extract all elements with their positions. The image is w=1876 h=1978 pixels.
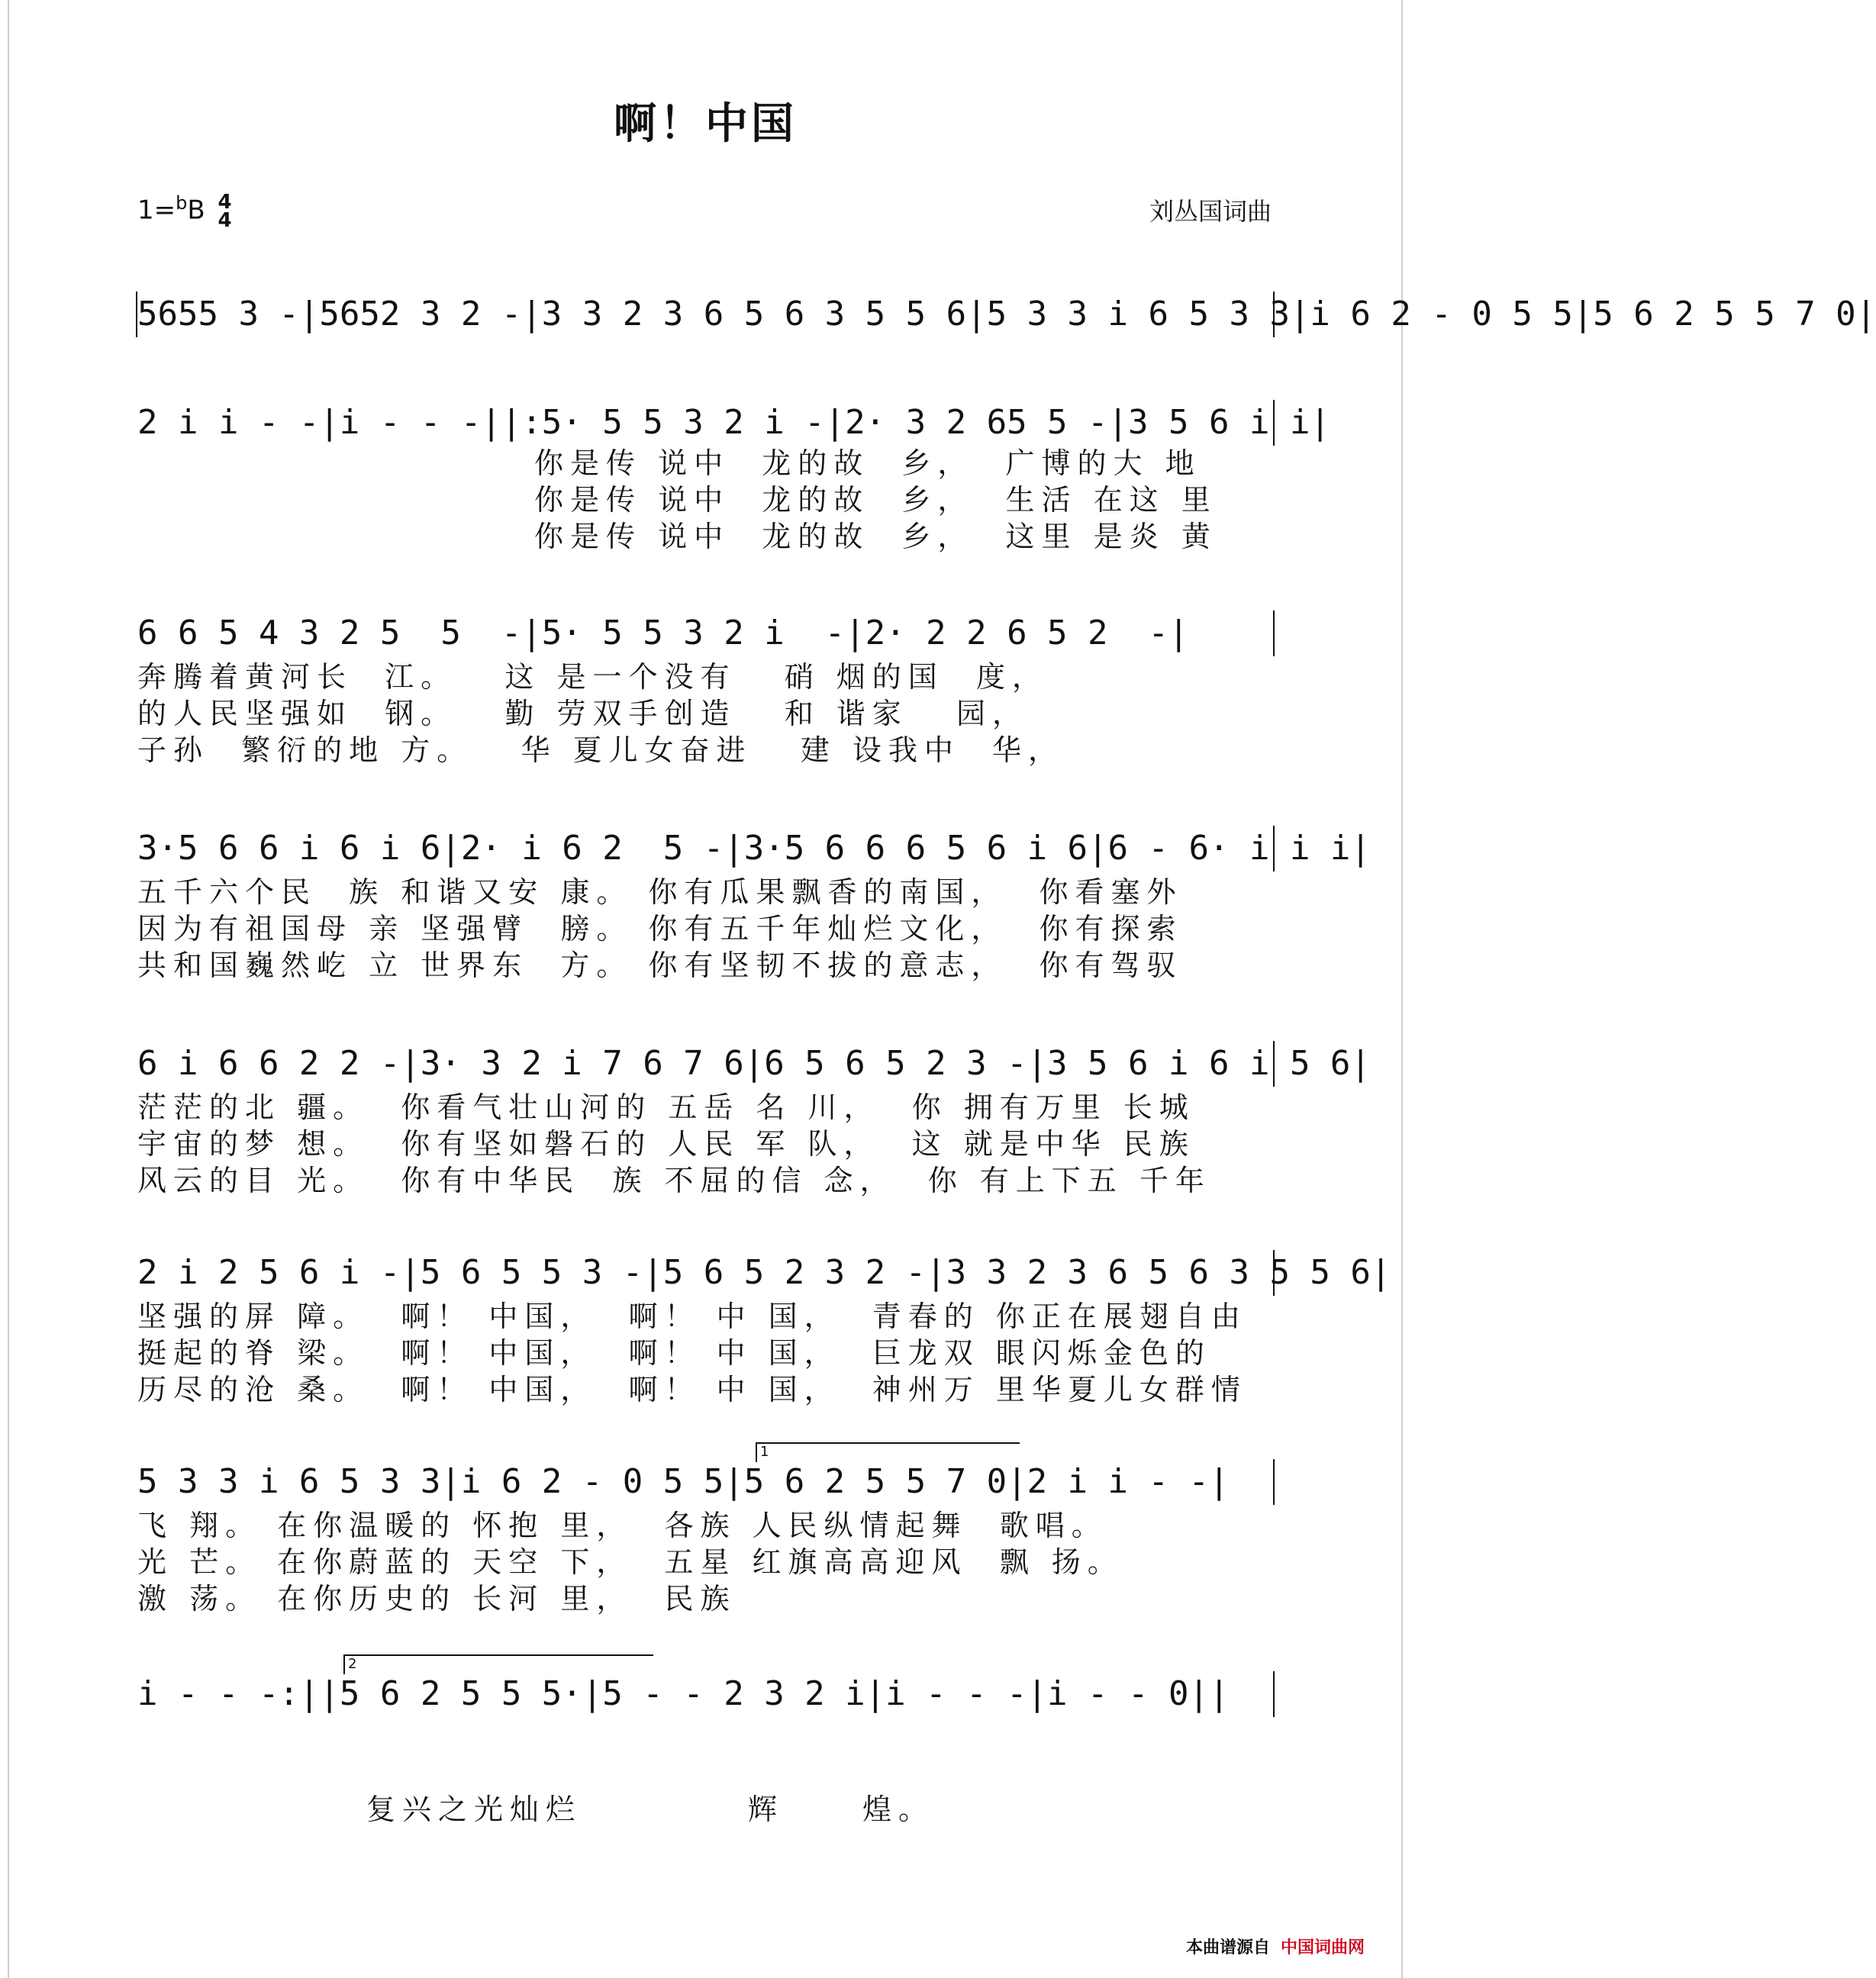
final-lyric-1: 复兴之光灿烂 (366, 1793, 582, 1826)
barline (1273, 292, 1275, 337)
time-top: 4 (218, 190, 232, 214)
notes-line: 2 i 2 5 6 i -|5 6 5 5 3 -|5 6 5 2 3 2 -|3 3 2 3 6 5 6 3 5 5 6| (137, 1253, 1391, 1292)
song-title: 啊！中国 (614, 99, 797, 149)
lyric-verse-2: 你是传 说中 龙的故 乡， 生活 在这 里 (534, 483, 1217, 517)
lyric-verse-1: 你是传 说中 龙的故 乡， 广博的大 地 (534, 446, 1201, 480)
lyric-verse-1: 坚强的屏 障。 啊！ 中国， 啊！ 中 国， 青春的 你正在展翅自由 (137, 1300, 1247, 1333)
footer-source (1186, 1935, 1365, 1958)
barline (1273, 826, 1275, 871)
lyric-verse-1: 奔腾着黄河长 江。 这 是一个没有 硝 烟的国 度， (137, 660, 1048, 694)
notes-line: 3·5 6 6 i 6 i 6|2· i 6 2 5 -|3·5 6 6 6 5 6 i 6|6 - 6· i i i| (137, 829, 1371, 868)
barline (136, 292, 137, 337)
final-lyric-2: 辉 (748, 1793, 785, 1826)
time-bottom: 4 (218, 208, 232, 232)
time-signature (218, 190, 232, 232)
lyric-verse-1: 茫茫的北 疆。 你看气壮山河的 五岳 名 川， 你 拥有万里 长城 (137, 1090, 1195, 1124)
score-line-8 (137, 1656, 1275, 1760)
lyric-verse-2: 因为有祖国母 亲 坚强臂 膀。 你有五千年灿烂文化， 你有探索 (137, 912, 1183, 946)
credit: 刘丛国词曲 (1149, 197, 1272, 226)
lyric-verse-3: 历尽的沧 桑。 啊！ 中国， 啊！ 中 国， 神州万 里华夏儿女群情 (137, 1373, 1247, 1406)
notes-line: 2 i i - -|i - - -||:5· 5 5 3 2 i -|2· 3 2 65 5 -|3 5 6 i i| (137, 403, 1330, 442)
key-prefix: 1= (137, 195, 176, 226)
lyric-verse-3: 风云的目 光。 你有中华民 族 不屈的信 念， 你 有上下五 千年 (137, 1164, 1211, 1197)
notes-line: 6 i 6 6 2 2 -|3· 3 2 i 7 6 7 6|6 5 6 5 2 3 -|3 5 6 i 6 i 5 6| (137, 1044, 1371, 1083)
score-line-3 (137, 607, 1275, 768)
score-line-2 (137, 397, 1330, 553)
barline (1273, 1671, 1275, 1717)
lyric-verse-2: 光 芒。 在你蔚蓝的 天空 下， 五星 红旗高高迎风 飘 扬。 (137, 1545, 1123, 1579)
notes-line: 5 3 3 i 6 5 3 3|i 6 2 - 0 5 5|5 6 2 5 5 7 0|2 i i - -| (137, 1462, 1230, 1501)
key-signature (137, 192, 232, 230)
key-note: B (187, 195, 205, 226)
barline (1273, 400, 1275, 446)
score-line-7 (137, 1444, 1275, 1616)
key-flat: b (176, 192, 188, 214)
score-line-1 (137, 288, 1876, 350)
notes-line: 6 6 5 4 3 2 5 5 -|5· 5 5 3 2 i -|2· 2 2 6 5 2 -| (137, 614, 1189, 652)
lyric-verse-3: 你是传 说中 龙的故 乡， 这里 是炎 黄 (534, 520, 1217, 553)
score-line-6 (137, 1247, 1391, 1407)
lyric-verse-3: 共和国巍然屹 立 世界东 方。 你有坚韧不拔的意志， 你有驾驭 (137, 949, 1183, 982)
volta-number: 2 (348, 1656, 357, 1672)
footer-brand: 中国词曲网 (1280, 1938, 1365, 1957)
lyric-verse-2: 的人民坚强如 钢。 勤 劳双手创造 和 谐家 园， (137, 697, 1029, 730)
notes-line: i - - -:||5 6 2 5 5 5·|5 - - 2 3 2 i|i - - -|i - - 0|| (137, 1674, 1230, 1713)
score-line-4 (137, 823, 1371, 983)
left-margin-strip (0, 0, 9, 1978)
barline (1273, 1041, 1275, 1087)
final-lyric-3: 煌。 (862, 1793, 935, 1826)
barline (1273, 1250, 1275, 1296)
footer-source-label: 本曲谱源自 (1185, 1938, 1270, 1957)
lyric-verse-1: 飞 翔。 在你温暖的 怀抱 里， 各族 人民纵情起舞 歌唱。 (137, 1509, 1107, 1542)
lyric-verse-2: 挺起的脊 梁。 啊！ 中国， 啊！ 中 国， 巨龙双 眼闪烁金色的 (137, 1336, 1211, 1370)
lyric-verse-3: 子孙 繁衍的地 方。 华 夏儿女奋进 建 设我中 华， (137, 733, 1065, 767)
score-line-5 (137, 1038, 1371, 1198)
volta-number: 1 (760, 1444, 769, 1460)
barline (1273, 610, 1275, 656)
first-ending-bracket (756, 1442, 1020, 1462)
lyric-verse-3: 激 荡。 在你历史的 长河 里， 民族 (137, 1582, 737, 1616)
notes-line: 5655 3 -|5652 3 2 -|3 3 2 3 6 5 6 3 5 5 6|5 3 3 i 6 5 3 3|i 6 2 - 0 5 5|5 6 2 5 5 7 0| (137, 295, 1876, 333)
barline (1273, 1459, 1275, 1505)
lyric-verse-2: 宇宙的梦 想。 你有坚如磐石的 人民 军 队， 这 就是中华 民族 (137, 1127, 1195, 1161)
second-ending-bracket (343, 1654, 653, 1674)
lyric-verse-1: 五千六个民 族 和谐又安 康。 你有瓜果飘香的南国， 你看塞外 (137, 875, 1183, 909)
